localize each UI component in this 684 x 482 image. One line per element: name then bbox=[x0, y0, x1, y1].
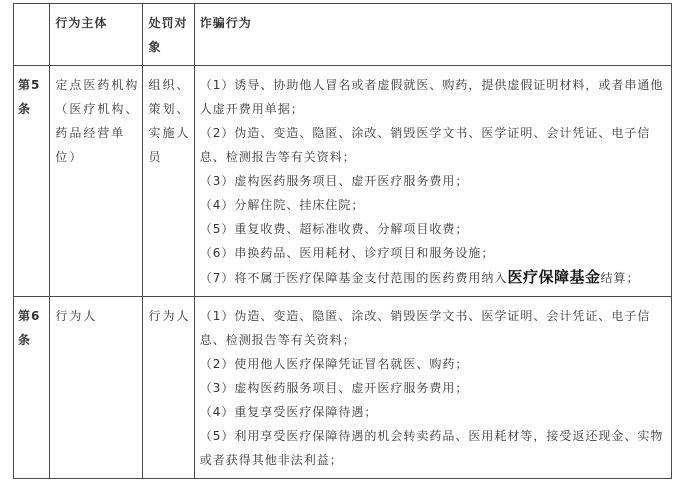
fraud-behavior-item: （4）重复享受医疗保障待遇； bbox=[199, 405, 378, 419]
fraud-behavior-item: （2）伪造、变造、隐匿、涂改、销毁医学文书、医学证明、会计凭证、电子信息、检测报告等有关资料； bbox=[199, 126, 651, 164]
header-penalty: 处罚对象 bbox=[143, 4, 194, 66]
article-number: 第6条 bbox=[14, 297, 50, 479]
fraud-behavior-item bbox=[200, 265, 668, 290]
fraud-behavior-item: （6）串换药品、医用耗材、诊疗项目和服务设施； bbox=[199, 246, 495, 260]
fraud-behaviors-cell bbox=[194, 66, 671, 297]
behavior-subject: 定点医药机构（医疗机构、药品经营单位） bbox=[50, 66, 143, 297]
behavior-prefix: （7）将不属于医疗保障基金支付范围的医药费用纳入 bbox=[199, 271, 508, 285]
fraud-behavior-item: （5）重复收费、超标准收费、分解项目收费； bbox=[199, 222, 469, 236]
penalty-target: 行为人 bbox=[143, 297, 194, 479]
fraud-behavior-item: （5）利用享受医疗保障待遇的机会转卖药品、医用耗材等，接受返还现金、实物或者获得其他非法利益； bbox=[199, 429, 664, 467]
fraud-behavior-item: （1）伪造、变造、隐匿、涂改、销毁医学文书、医学证明、会计凭证、电子信息、检测报告等有关资料； bbox=[199, 309, 651, 347]
fraud-behavior-item: （2）使用他人医疗保障凭证冒名就医、购药； bbox=[199, 357, 469, 371]
header-fraud: 诈骗行为 bbox=[194, 4, 671, 66]
fraud-behavior-table bbox=[13, 3, 672, 479]
fraud-behaviors-cell bbox=[194, 297, 671, 479]
penalty-target: 组织、策划、实施人员 bbox=[143, 66, 194, 297]
table-header-row bbox=[14, 4, 672, 66]
fraud-behavior-item: （3）虚构医药服务项目、虚开医疗服务费用； bbox=[199, 381, 469, 395]
fraud-behavior-item: （1）诱导、协助他人冒名或者虚假就医、购药，提供虚假证明材料，或者串通他人虚开费用单据； bbox=[199, 78, 664, 116]
behavior-suffix: 结算； bbox=[600, 271, 640, 285]
fraud-behavior-item: （3）虚构医药服务项目、虚开医疗服务费用； bbox=[199, 174, 469, 188]
article-number: 第5条 bbox=[14, 66, 50, 297]
behavior-subject: 行为人 bbox=[50, 297, 143, 479]
header-article bbox=[14, 4, 50, 66]
fraud-behavior-item: （4）分解住院、挂床住院； bbox=[199, 198, 365, 212]
header-subject: 行为主体 bbox=[50, 4, 143, 66]
highlighted-term: 医疗保障基金 bbox=[507, 268, 601, 286]
table-row-article-5 bbox=[14, 66, 672, 297]
table-row-article-6 bbox=[14, 297, 672, 479]
